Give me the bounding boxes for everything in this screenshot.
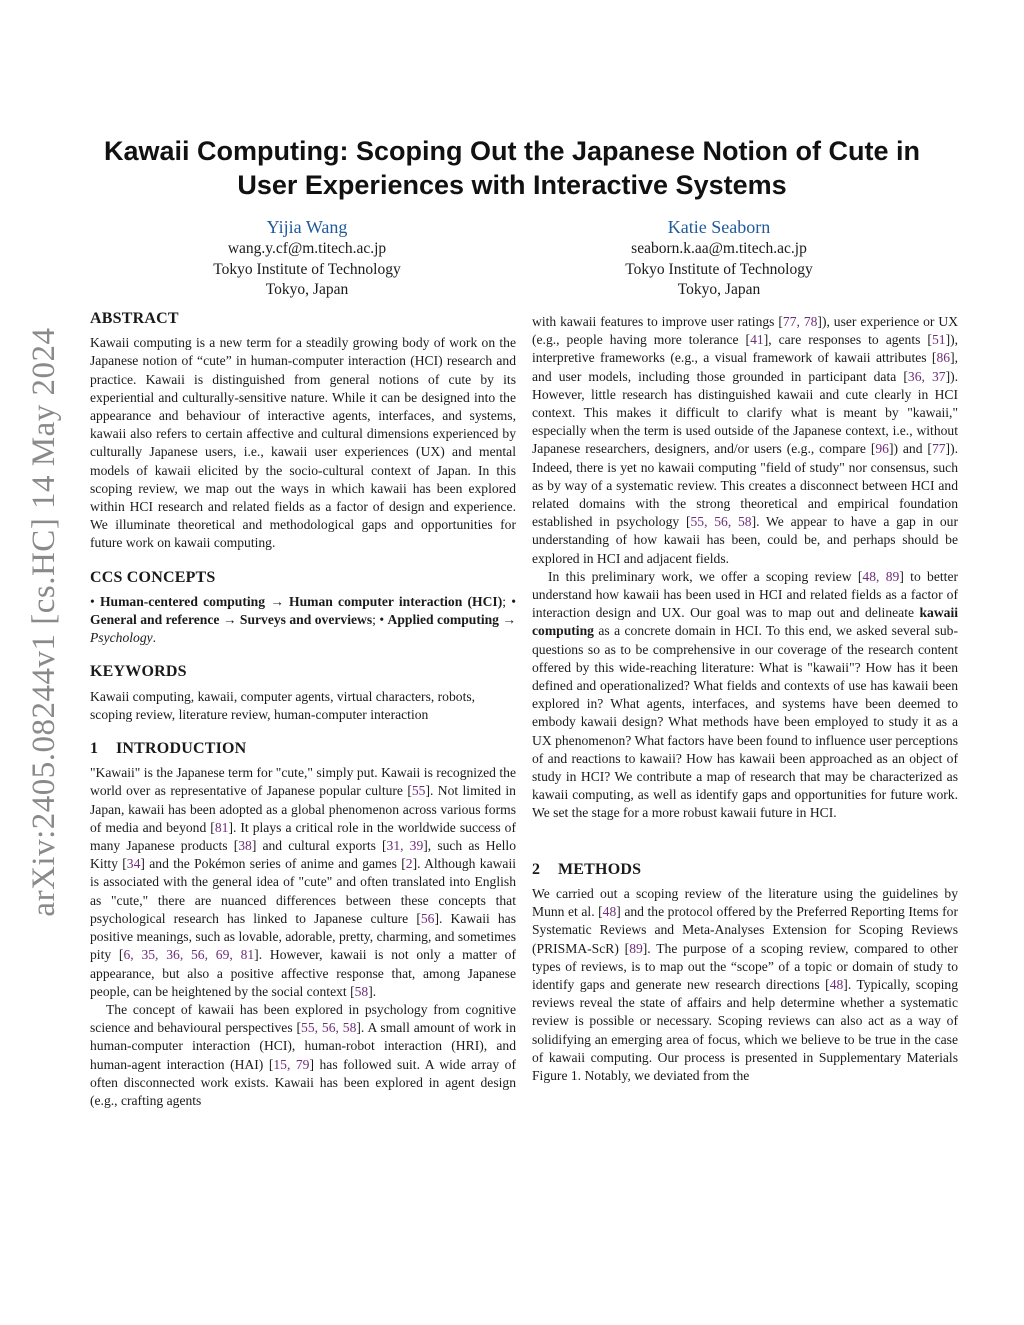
citation-link[interactable]: 96	[875, 441, 889, 457]
citation-link[interactable]: 15, 79	[273, 1056, 310, 1072]
methods-paragraph: We carried out a scoping review of the literature using the guidelines by Munn et al. [48] and the protocol offered by the Preferred Reporting Items for Systematic Reviews and Meta-Analyses Extension for Scoping Reviews (PRISMA-ScR) [89]. The purpose of a scoping review, compared to other types of reviews, is to map out the “scope” of a topic or domain of study to identify gaps and generate new research directions [48]. Typically, scoping reviews reveal the state of affairs and help determine whether a systematic review is possible or necessary. Scoping reviews can also act as a way of solidifying an emerging area of focus, which we believe to be true in the case of kawaii computing. Our process is presented in Supplementary Materials Figure 1. Notably, we deviated from the	[532, 885, 959, 1083]
citation-link[interactable]: 48, 89	[862, 568, 900, 584]
citation-link[interactable]: 51	[931, 332, 946, 348]
abstract-heading: ABSTRACT	[90, 310, 179, 327]
ccs-term: Human-centered computing	[99, 593, 266, 609]
citation-link[interactable]: 48	[829, 976, 844, 992]
citation-link[interactable]: 77	[931, 441, 946, 457]
ccs-term: General and reference	[90, 612, 220, 628]
citation-link[interactable]: 89	[629, 940, 643, 956]
author-affiliation: Tokyo Institute of Technology	[625, 260, 813, 278]
citation-link[interactable]: 48	[602, 904, 617, 920]
citation-link[interactable]: 86	[936, 350, 951, 366]
intro-paragraph-3: with kawaii features to improve user ratings [77, 78]), user experience or UX (e.g., people having more tolerance [41], care responses to agents [51]), interpretive frameworks (e.g., a visual framework of kawaii attributes [86], and user models, including those grounded in participant data [36, 37]). However, little research has distinguished kawaii and cute clearly in HCI context. This makes it difficult to clarify what is meant by "kawaii," especially when the term is used outside of the Japanese context, i.e., without Japanese researchers, designers, and/or users (e.g., compare [96]) and [77]). Indeed, there is yet no kawaii computing "field of study" nor consensus, such as by way of a systematic review. This creates a disconnect between HCI and related domains with the strong theoretical and empirical foundation established in psychology [55, 56, 58]. We appear to have a gap in our understanding of how kawaii has been, could be, and perhaps should be explored in HCI and adjacent fields.	[532, 314, 959, 566]
author-location: Tokyo, Japan	[265, 281, 349, 298]
title-line-2: User Experiences with Interactive Systems	[237, 170, 787, 200]
author-email: seaborn.k.aa@m.titech.ac.jp	[631, 240, 807, 257]
author-email: wang.y.cf@m.titech.ac.jp	[227, 240, 387, 257]
intro-heading: 1 INTRODUCTION	[90, 740, 247, 758]
ccs-term: Surveys and overviews	[239, 612, 373, 628]
citation-link[interactable]: 6, 35, 36, 56, 69, 81	[123, 947, 255, 963]
keywords-heading: KEYWORDS	[90, 663, 187, 681]
ccs-term: Human computer interaction (HCI)	[289, 593, 503, 609]
author-name[interactable]: Yijia Wang	[266, 217, 348, 237]
citation-link[interactable]: 58	[354, 983, 369, 999]
citation-link[interactable]: 41	[750, 332, 764, 348]
citation-link[interactable]: 38	[238, 838, 252, 854]
author-block-1	[127, 215, 487, 301]
left-column	[90, 310, 516, 1110]
citation-link[interactable]: 55, 56, 58	[690, 514, 752, 530]
citation-link[interactable]: 34	[126, 856, 141, 872]
author-name[interactable]: Katie Seaborn	[667, 217, 771, 237]
ccs-term: Psychology	[90, 630, 153, 646]
keywords-text: Kawaii computing, kawaii, computer agents, virtual characters, robots, scoping review, literature review, human-computer interaction	[90, 688, 476, 722]
right-column	[532, 313, 958, 1085]
ccs-term: Applied computing	[387, 612, 499, 628]
intro-paragraph-4: In this preliminary work, we offer a scoping review [48, 89] to better understand how kawaii has been used in HCI and related fields as a factor of interaction design and UX. Our goal was to map out and delineate kawaii computing as a concrete domain in HCI. To this end, we asked several sub-questions so as to be comprehensive in our coverage of the research content offered by this wide-reaching literature: What is "kawaii"? How has it been defined and operationalized? What fields and contexts of use has kawaii been explored in? What agents, interfaces, and systems have been deemed to embody kawaii design? What methods have been employed to study it as a UX phenomenon? What factors have been found to influence user perceptions of and reactions to kawaii? How has kawaii been approached as an object of study in HCI? We contribute a map of research that may be characterized as kawaii computing, as well as identify gaps and opportunities for future work. We set the stage for a more robust kawaii future in HCI.	[532, 568, 959, 821]
citation-link[interactable]: 55	[411, 783, 426, 799]
intro-paragraph-1: "Kawaii" is the Japanese term for "cute," simply put. Kawaii is recognized the world over as representative of Japanese popular culture [55]. Not limited in Japan, kawaii has been adopted as a global phenomenon across various forms of media and beyond [81]. It plays a critical role in the worldwide success of many Japanese products [38] and cultural exports [31, 39], such as Hello Kitty [34] and the Pokémon series of anime and games [2]. Although kawaii is associated with the general idea of "cute" and often translated into English as "cute," there are nuanced differences between these concepts that psychological research has linked to Japanese culture [56]. Kawaii has positive meanings, such as lovable, adorable, pretty, charming, and sometimes pity [6, 35, 36, 56, 69, 81]. However, kawaii is not only a matter of appearance, but also a positive affective response that, among Japanese people, can be heightened by the social context [58].	[90, 765, 517, 999]
citation-link[interactable]: 2	[405, 856, 413, 872]
ccs-heading: CCS CONCEPTS	[90, 568, 216, 586]
citation-link[interactable]: 77, 78	[782, 314, 818, 329]
methods-heading: 2 METHODS	[532, 860, 642, 878]
abstract-text: Kawaii computing is a new term for a steadily growing body of work on the Japanese notion of “cute” in human-computer interaction (HCI) research and practice. Kawaii is distinguished from general notions of cute by its experiential and culturally-sensitive nature. While it can be designed into the appearance and behaviour of interactive agents, interfaces, and systems, kawaii also refers to certain affective and cultural dimensions experienced by culturally Japanese users, i.e., kawaii user experiences (UX) and mental models of kawaii elicited by the socio-cultural context of Japan. In this scoping review, we map out the ways in which kawaii has been explored within HCI research and related fields as a factor of design and experience. We illuminate theoretical and methodological gaps and opportunities for future work on kawaii computing.	[90, 335, 516, 551]
intro-paragraph-2: The concept of kawaii has been explored in psychology from cognitive science and behavioural perspectives [55, 56, 58]. A small amount of work in human-computer interaction (HCI), human-robot interaction (HRI), and human-agent interaction (HAI) [15, 79] has followed suit. A wide array of often disconnected work exists. Kawaii has been explored in agent design (e.g., crafting agents	[90, 1001, 516, 1108]
citation-link[interactable]: 55, 56, 58	[301, 1020, 357, 1036]
citation-link[interactable]: 36, 37	[907, 368, 946, 384]
author-block-2	[539, 215, 899, 301]
author-affiliation: Tokyo Institute of Technology	[213, 260, 401, 278]
citation-link[interactable]: 56	[420, 910, 435, 926]
citation-link[interactable]: 31, 39	[386, 838, 424, 854]
paper-title	[60, 134, 964, 202]
kawaii-computing-term: kawaii computing	[532, 605, 958, 639]
author-location: Tokyo, Japan	[677, 281, 761, 298]
title-line-1: Kawaii Computing: Scoping Out the Japanese Notion of Cute in	[103, 136, 920, 166]
ccs-concepts: • Human-centered computing → Human computer interaction (HCI); • General and reference → Surveys and overviews; • Applied computing → Psychology.	[90, 593, 517, 646]
citation-link[interactable]: 81	[214, 819, 229, 835]
arxiv-identifier-stamp: arXiv:2405.08244v1 [cs.HC] 14 May 2024	[26, 327, 62, 917]
